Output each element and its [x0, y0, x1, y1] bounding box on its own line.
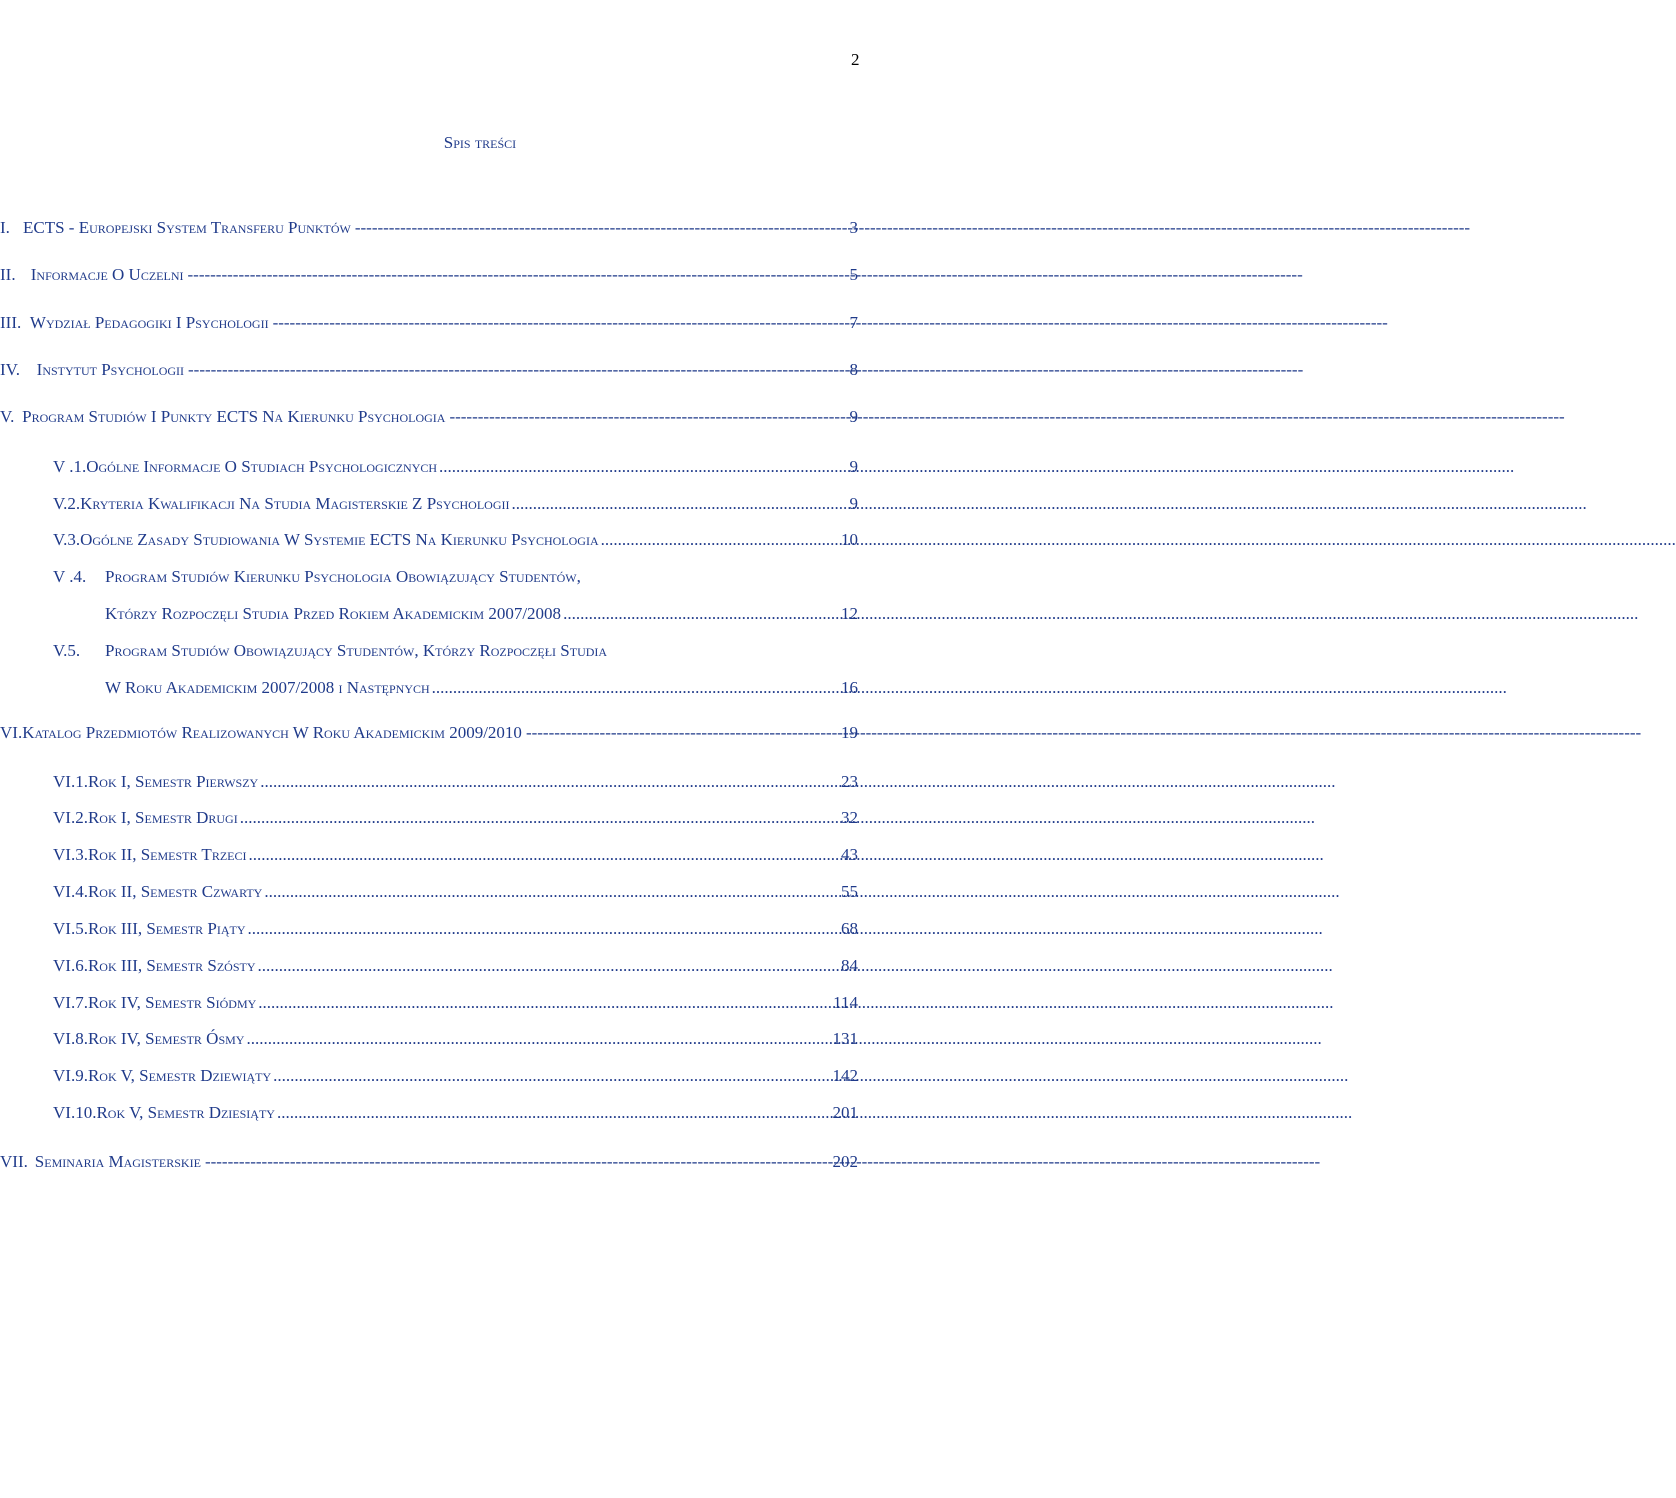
- toc-number: V.2.: [53, 494, 81, 513]
- toc-number: II.: [0, 265, 16, 284]
- toc-title: Program Studiów Kierunku Psychologia Obowiązujący Studentów,: [105, 567, 581, 586]
- toc-title-continuation: Którzy Rozpoczęli Studia Przed Rokiem Akademickim 2007/2008: [105, 604, 562, 623]
- toc-entry-vi[interactable]: [0, 721, 858, 745]
- page-number: 2: [851, 50, 860, 69]
- toc-leader: [449, 405, 847, 429]
- toc-leader: [355, 216, 848, 240]
- toc-leader: [248, 917, 839, 941]
- toc-title: Instytut Psychologii: [36, 360, 185, 379]
- toc-entry-v3[interactable]: [53, 528, 858, 552]
- toc-title: Rok I, Semestr Pierwszy: [87, 772, 259, 791]
- toc-leader: [439, 455, 847, 479]
- toc-number: VII.: [0, 1152, 28, 1171]
- toc-title: Ogólne Zasady Studiowania W Systemie ECTS Na Kierunku Psychologia: [80, 530, 599, 549]
- toc-entry-vi1[interactable]: [53, 770, 858, 794]
- toc-page: 84: [841, 956, 858, 975]
- toc-number: VI.3.: [53, 845, 88, 864]
- toc-entry-vi7[interactable]: [53, 991, 858, 1015]
- toc-page: 19: [841, 723, 858, 742]
- toc-page: 16: [841, 678, 858, 697]
- toc-leader: [248, 843, 839, 867]
- toc-title: Rok III, Semestr Piąty: [87, 919, 246, 938]
- toc-number: VI.4.: [53, 882, 88, 901]
- toc-title-continuation: W Roku Akademickim 2007/2008 i Następnych: [105, 678, 430, 697]
- toc-number: V.: [0, 407, 15, 426]
- toc-title: Katalog Przedmiotów Realizowanych W Roku Akademickim 2009/2010: [22, 723, 522, 742]
- toc-title: Rok V, Semestr Dziewiąty: [87, 1066, 272, 1085]
- toc-title: Informacje O Uczelni: [30, 265, 184, 284]
- toc-page: 9: [849, 407, 858, 426]
- toc-number: VI.: [0, 723, 23, 742]
- toc-page: 142: [832, 1066, 858, 1085]
- toc-title: Rok II, Semestr Czwarty: [87, 882, 263, 901]
- toc-number: IV.: [0, 360, 20, 379]
- toc-entry-i[interactable]: [0, 216, 858, 240]
- toc-page: 201: [832, 1103, 858, 1122]
- toc-number: I.: [0, 218, 10, 237]
- toc-page: 43: [841, 845, 858, 864]
- toc-page: 3: [849, 218, 858, 237]
- toc-page: 55: [841, 882, 858, 901]
- toc-title: Rok IV, Semestr Siódmy: [87, 993, 257, 1012]
- toc-entry-iv[interactable]: [0, 358, 858, 382]
- toc-number: V .4.: [53, 567, 87, 586]
- toc-number: V .1.: [53, 457, 87, 476]
- toc-number: VI.7.: [53, 993, 88, 1012]
- toc-page: 9: [849, 457, 858, 476]
- toc-page: 5: [849, 265, 858, 284]
- toc-entry-ii[interactable]: [0, 263, 858, 287]
- toc-leader: [246, 1027, 830, 1051]
- toc-entry-v2[interactable]: [53, 492, 858, 516]
- toc-entry-vi10[interactable]: [53, 1101, 858, 1125]
- toc-page: 23: [841, 772, 858, 791]
- toc-number: VI.10.: [53, 1103, 97, 1122]
- toc-title: Rok I, Semestr Drugi: [87, 808, 238, 827]
- toc-title: Kryteria Kwalifikacji Na Studia Magisterskie Z Psychologii: [80, 494, 510, 513]
- toc-page: 114: [833, 993, 858, 1012]
- toc-title: Rok III, Semestr Szósty: [87, 956, 256, 975]
- toc-entry-vii[interactable]: [0, 1150, 858, 1174]
- toc-title: Rok II, Semestr Trzeci: [87, 845, 247, 864]
- toc-page: 8: [849, 360, 858, 379]
- toc-page: 202: [832, 1152, 858, 1171]
- toc-leader: [240, 806, 839, 830]
- toc-title: Rok V, Semestr Dziesiąty: [96, 1103, 275, 1122]
- toc-page: 68: [841, 919, 858, 938]
- toc-title: Spis treści: [443, 133, 517, 152]
- toc-number: III.: [0, 313, 22, 332]
- toc-leader: [188, 358, 847, 382]
- toc-page: 131: [832, 1029, 858, 1048]
- toc-entry-v4[interactable]: [53, 565, 858, 589]
- toc-number: VI.8.: [53, 1029, 88, 1048]
- toc-leader: [258, 991, 831, 1015]
- toc-leader: [273, 311, 848, 335]
- toc-title: Ogólne Informacje O Studiach Psychologicznych: [86, 457, 438, 476]
- toc-entry-v[interactable]: [0, 405, 858, 429]
- toc-leader: [273, 1064, 830, 1088]
- toc-page: 12: [841, 604, 858, 623]
- toc-page: 7: [849, 313, 858, 332]
- toc-entry-vi8[interactable]: [53, 1027, 858, 1051]
- toc-number: VI.6.: [53, 956, 88, 975]
- toc-entry-vi4[interactable]: [53, 880, 858, 904]
- toc-title: Program Studiów Obowiązujący Studentów, Którzy Rozpoczęłi Studia: [105, 641, 608, 660]
- toc-entry-vi2[interactable]: [53, 806, 858, 830]
- toc-entry-v5[interactable]: [53, 639, 858, 663]
- toc-entry-vi5[interactable]: [53, 917, 858, 941]
- toc-leader: [563, 602, 839, 626]
- toc-leader: [432, 676, 839, 700]
- toc-entry-vi3[interactable]: [53, 843, 858, 867]
- toc-number: VI.9.: [53, 1066, 88, 1085]
- toc-number: V.5.: [53, 641, 81, 660]
- toc-page: 32: [841, 808, 858, 827]
- toc-entry-v4-continuation[interactable]: [105, 602, 858, 626]
- toc-page: 10: [841, 530, 858, 549]
- toc-title: ECTS - Europejski System Transferu Punktów: [22, 218, 351, 237]
- toc-leader: [511, 492, 847, 516]
- toc-title: Wydział Pedagogiki I Psychologii: [29, 313, 269, 332]
- toc-title: Rok IV, Semestr Ósmy: [87, 1029, 245, 1048]
- toc-title: Seminaria Magisterskie: [34, 1152, 201, 1171]
- toc-leader: [277, 1101, 831, 1125]
- toc-entry-iii[interactable]: [0, 311, 858, 335]
- toc-entry-v1[interactable]: [53, 455, 858, 479]
- toc-number: VI.1.: [53, 772, 88, 791]
- toc-leader: [601, 528, 839, 552]
- toc-entry-vi9[interactable]: [53, 1064, 858, 1088]
- toc-number: VI.2.: [53, 808, 88, 827]
- toc-page: 9: [849, 494, 858, 513]
- toc-entry-vi6[interactable]: [53, 954, 858, 978]
- toc-leader: [526, 721, 839, 745]
- toc-number: VI.5.: [53, 919, 88, 938]
- toc-leader: [188, 263, 848, 287]
- toc-leader: [260, 770, 839, 794]
- toc-leader: [258, 954, 839, 978]
- toc-leader: [205, 1150, 831, 1174]
- toc-number: V.3.: [53, 530, 81, 549]
- toc-entry-v5-continuation[interactable]: [105, 676, 858, 700]
- toc-title: Program Studiów I Punkty ECTS Na Kierunku Psychologia: [22, 407, 446, 426]
- toc-leader: [264, 880, 839, 904]
